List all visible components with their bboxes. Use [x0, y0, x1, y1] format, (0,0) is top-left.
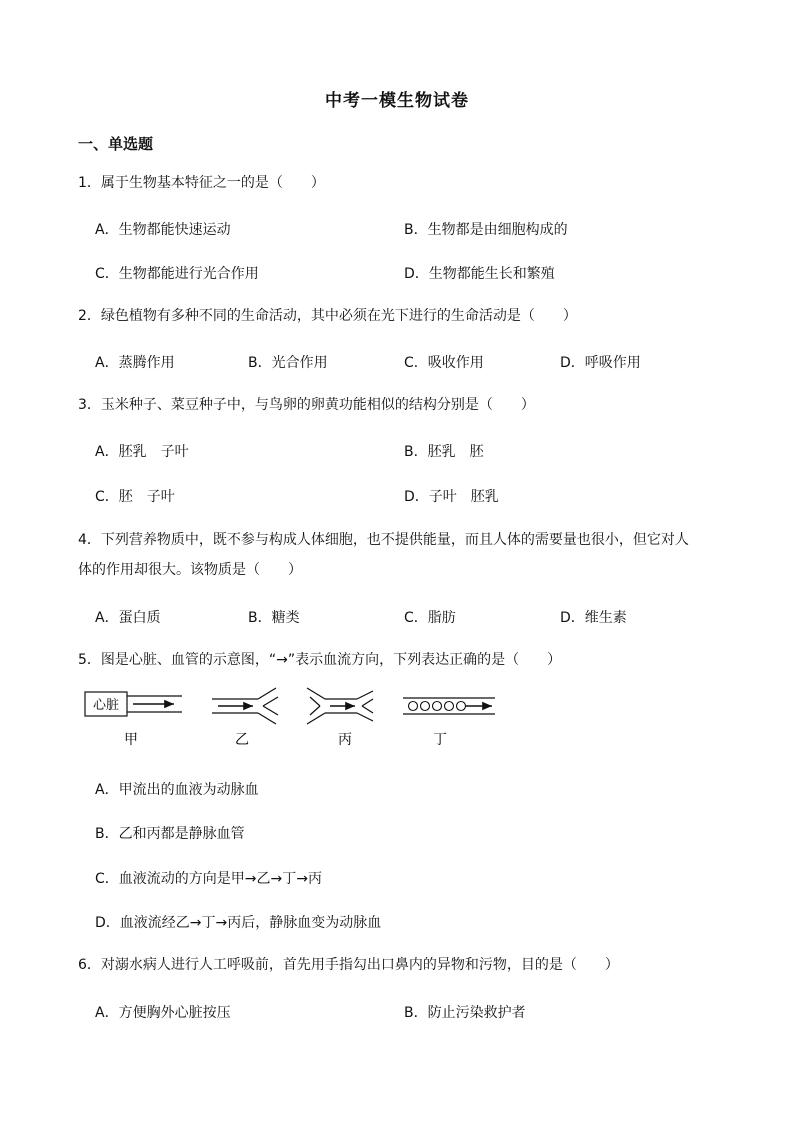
question-3-stem: 3．玉米种子、菜豆种子中，与鸟卵的卵黄功能相似的结构分别是（ ） [78, 397, 535, 413]
question-3-option-b: B．胚乳 胚 [404, 444, 484, 460]
figure-label-bing: 丙 [338, 732, 352, 748]
question-5-stem: 5．图是心脏、血管的示意图，“→”表示血流方向，下列表达正确的是（ ） [78, 652, 562, 668]
figure-part-ding [403, 698, 495, 714]
blood-cell [457, 702, 466, 711]
question-4-stem-line-2: 体的作用却很大。该物质是（ ） [78, 562, 302, 578]
question-2-option-d: D．呼吸作用 [560, 355, 641, 371]
question-6-stem: 6．对溺水病人进行人工呼吸前，首先用手指勾出口鼻内的异物和污物，目的是（ ） [78, 957, 619, 973]
question-5-option-c: C．血液流动的方向是甲→乙→丁→丙 [95, 871, 322, 887]
question-3-option-d: D．子叶 胚乳 [404, 489, 499, 505]
page-title: 中考一模生物试卷 [325, 91, 469, 111]
blood-cell [409, 702, 418, 711]
question-4-option-a: A．蛋白质 [95, 610, 161, 626]
question-4-option-d: D．维生素 [560, 610, 627, 626]
question-1-option-b: B．生物都是由细胞构成的 [404, 222, 568, 238]
heart-vessel-figure [0, 680, 794, 750]
question-4-option-c: C．脂肪 [404, 610, 456, 626]
question-1-option-d: D．生物都能生长和繁殖 [404, 266, 555, 282]
question-6-option-a: A．方便胸外心脏按压 [95, 1005, 231, 1021]
question-2-option-a: A．蒸腾作用 [95, 355, 175, 371]
question-5-option-a: A．甲流出的血液为动脉血 [95, 782, 259, 798]
question-3-option-c: C．胚 子叶 [95, 489, 175, 505]
question-2-option-c: C．吸收作用 [404, 355, 484, 371]
question-5-option-d: D．血液流经乙→丁→丙后，静脉血变为动脉血 [95, 915, 382, 931]
question-6-option-b: B．防止污染救护者 [404, 1005, 526, 1021]
question-3-option-a: A．胚乳 子叶 [95, 444, 189, 460]
figure-part-yi [212, 688, 278, 724]
blood-cell [433, 702, 442, 711]
figure-label-jia: 甲 [124, 732, 138, 748]
figure-part-jia [85, 692, 182, 716]
figure-label-yi: 乙 [235, 732, 249, 748]
question-2-stem: 2．绿色植物有多种不同的生命活动，其中必须在光下进行的生命活动是（ ） [78, 308, 577, 324]
figure-part-bing [307, 688, 373, 724]
section-heading: 一、单选题 [78, 135, 154, 153]
question-4-stem-line-1: 4．下列营养物质中，既不参与构成人体细胞，也不提供能量，而且人体的需要量也很小，但它对人 [78, 532, 689, 548]
figure-label-ding: 丁 [433, 732, 447, 748]
question-5-option-b: B．乙和丙都是静脉血管 [95, 826, 245, 842]
question-1-stem: 1．属于生物基本特征之一的是（ ） [78, 175, 325, 191]
blood-cell [421, 702, 430, 711]
question-1-option-c: C．生物都能进行光合作用 [95, 266, 259, 282]
question-2-option-b: B．光合作用 [248, 355, 328, 371]
blood-cell [445, 702, 454, 711]
question-1-option-a: A．生物都能快速运动 [95, 222, 231, 238]
question-4-option-b: B．糖类 [248, 610, 300, 626]
heart-label: 心脏 [92, 698, 120, 713]
